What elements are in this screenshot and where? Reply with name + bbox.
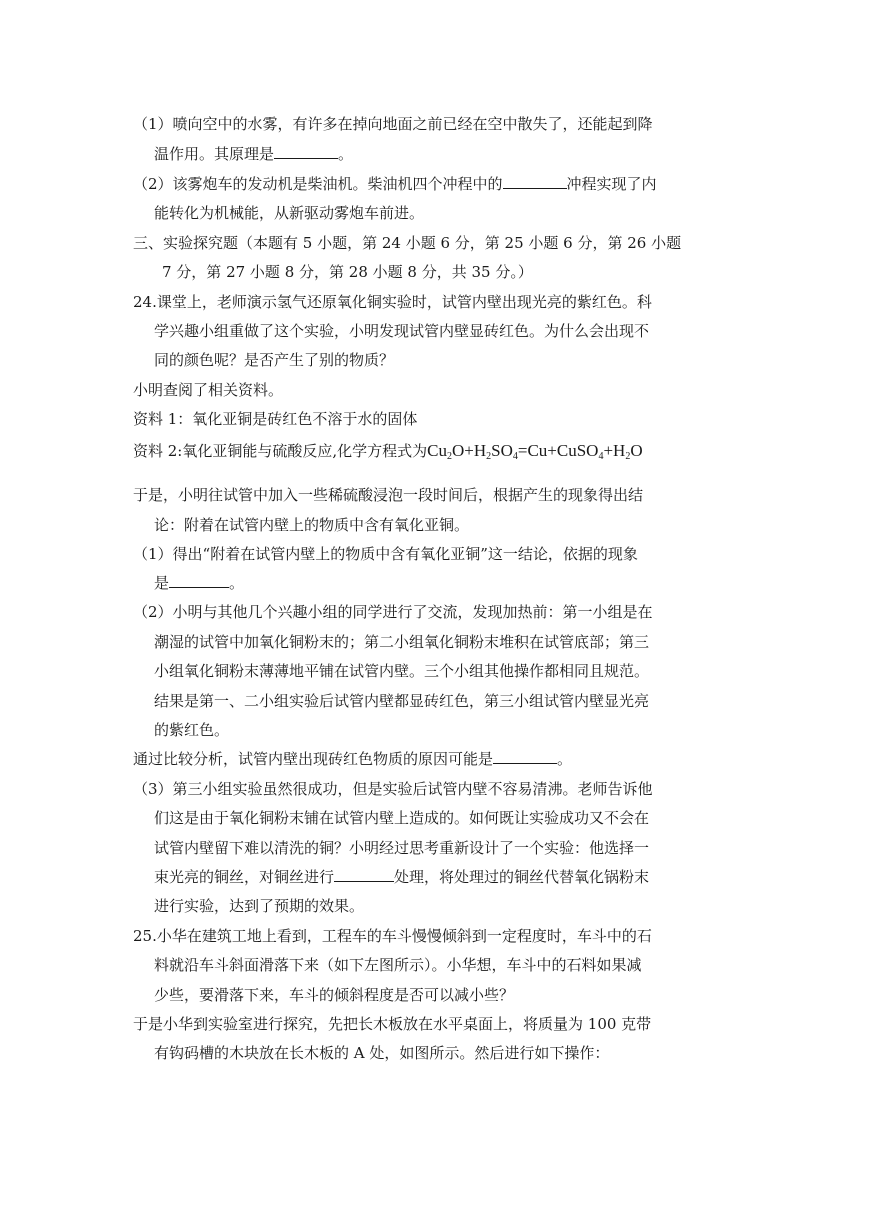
q24-sub3-line2: 们这是由于氧化铜粉末铺在试管内壁上造成的。如何既让实验成功又不会在: [154, 809, 650, 827]
q25-line5: 有钩码槽的木块放在长木板的 A 处，如图所示。然后进行如下操作：: [154, 1044, 610, 1062]
q25-line3: 少些，要滑落下来，车斗的倾斜程度是否可以减小些？: [154, 986, 515, 1004]
material-1: 资料 1：氧化亚铜是砖红色不溶于水的固体: [133, 410, 418, 428]
q24-then-line2: 论：附着在试管内壁上的物质中含有氧化亚铜。: [154, 516, 470, 534]
q24-sub3-line4: 束光亮的铜丝，对铜丝进行 处理，将处理过的铜丝代替氧化锅粉末: [154, 868, 650, 886]
q24-intro-line1: 24.课堂上，老师演示氢气还原氧化铜实验时，试管内壁出现光亮的紫红色。科: [133, 293, 652, 311]
q24-sub2-line3: 小组氧化铜粉末薄薄地平铺在试管内壁。三个小组其他操作都相同且规范。: [154, 662, 650, 680]
section-heading: 三、实验探究题（本题有 5 小题，第 24 小题 6 分，第 25 小题 6 分，第 26 小题: [133, 234, 682, 252]
q24-sub3-line3: 试管内壁留下难以清洗的铜？小明经过思考重新设计了一个实验：他选择一: [154, 839, 650, 857]
chemical-equation: $Cu_2O+H_2SO_4=Cu+CuSO_4+H_2O$: [427, 441, 643, 462]
q23-part2-line1: （2）该雾炮车的发动机是柴油机。柴油机四个冲程中的 冲程实现了内: [133, 175, 657, 193]
q23-part2-line2: 能转化为机械能，从新驱动雾炮车前进。: [154, 204, 425, 222]
q24-analysis: 通过比较分析，试管内壁出现砖红色物质的原因可能是 。: [133, 750, 573, 768]
answer-blank[interactable]: [169, 573, 229, 588]
answer-blank[interactable]: [493, 749, 557, 764]
q24-consult: 小明查阅了相关资料。: [133, 381, 284, 399]
material-2: 资料 2:氧化亚铜能与硫酸反应,化学方程式为$Cu_2O+H_2SO_4=Cu+CuSO_4+H_2O$: [133, 441, 643, 462]
q24-sub2-line1: （2）小明与其他几个兴趣小组的同学进行了交流，发现加热前：第一小组是在: [133, 603, 653, 621]
q25-line1: 25.小华在建筑工地上看到，工程车的车斗慢慢倾斜到一定程度时，车斗中的石: [133, 927, 652, 945]
q24-sub3-line5: 进行实验，达到了预期的效果。: [154, 897, 365, 915]
q24-sub1-line2: 是 。: [154, 574, 245, 592]
section-heading-line2: 7 分，第 27 小题 8 分，第 28 小题 8 分，共 35 分。）: [162, 263, 533, 281]
answer-blank[interactable]: [503, 174, 567, 189]
q24-then-line1: 于是，小明往试管中加入一些稀硫酸浸泡一段时间后，根据产生的现象得出结: [133, 486, 644, 504]
q24-sub3-line1: （3）第三小组实验虽然很成功，但是实验后试管内壁不容易清沸。老师告诉他: [133, 780, 653, 798]
q23-part1-line2: 温作用。其原理是 。: [154, 145, 354, 163]
q24-sub2-line2: 潮湿的试管中加氧化铜粉末的；第二小组氧化铜粉末堆积在试管底部；第三: [154, 633, 650, 651]
q24-intro-line2: 学兴趣小组重做了这个实验，小明发现试管内壁显砖红色。为什么会出现不: [154, 322, 650, 340]
q24-sub2-line5: 的紫红色。: [154, 721, 230, 739]
q24-sub1-line1: （1）得出“附着在试管内壁上的物质中含有氧化亚铜”这一结论，依据的现象: [133, 545, 638, 563]
answer-blank[interactable]: [274, 144, 338, 159]
q25-line2: 料就沿车斗斜面滑落下来（如下左图所示）。小华想，车斗中的石料如果减: [154, 956, 642, 974]
q24-intro-line3: 同的颜色呢？是否产生了别的物质？: [154, 351, 395, 369]
q23-part1-line1: （1）喷向空中的水雾，有许多在掉向地面之前已经在空中散失了，还能起到降: [133, 115, 653, 133]
q24-sub2-line4: 结果是第一、二小组实验后试管内壁都显砖红色，第三小组试管内壁显光亮: [154, 692, 650, 710]
answer-blank[interactable]: [334, 867, 394, 882]
q25-line4: 于是小华到实验室进行探究，先把长木板放在水平桌面上，将质量为 100 克带: [133, 1015, 652, 1033]
